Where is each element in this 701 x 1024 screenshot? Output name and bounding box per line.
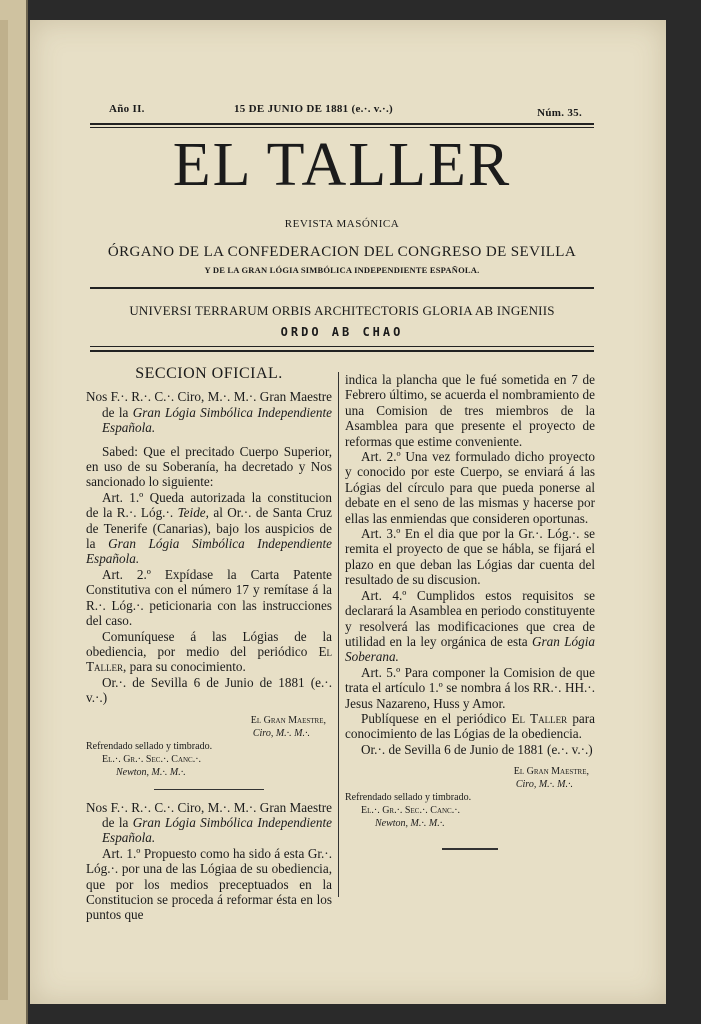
decree1-sig-title: El Gran Maestre,	[250, 714, 326, 726]
end-rule	[442, 848, 498, 850]
decree2-sig-newton	[345, 817, 595, 830]
header-rule	[90, 123, 594, 125]
decree2-publish	[345, 711, 595, 742]
decree1-intro-em: Gran Lógia Simbólica Independiente Española.	[102, 404, 333, 436]
header-rule-thin	[90, 127, 594, 128]
decree2-sig-newton-text: Newton, M.·. M.·.	[375, 818, 445, 830]
decree1-p1: Sabed: Que el precitado Cuerpo Superior, en uso de su Soberanía, ha decretado y Nos sancionado lo siguiente:	[86, 443, 332, 490]
decree-separator	[154, 789, 264, 790]
decree2-art2: Art. 2.º Una vez formulado dicho proyecto y conocido por este Cuerpo, se enviará á las Lógias del círculo para que pueda ponerse al debate en el seno de las mismas y hacerse por ellas las enmiendas que consideren oportunas.	[345, 449, 595, 526]
decree2-sig-ref: Refrendado sellado y timbrado.	[345, 792, 472, 804]
decree2-art4-em: Gran Lógia Soberana.	[345, 633, 595, 665]
decree2-intro	[86, 800, 332, 846]
decree1-sig-newton	[86, 766, 332, 779]
decree2-sig-name	[345, 778, 595, 791]
decree1-p4	[86, 629, 332, 675]
issue-date: 15 DE JUNIO DE 1881 (e.·. v.·.)	[234, 103, 394, 115]
issue-number: Núm. 35.	[537, 107, 582, 119]
decree2-publish-sc: El Taller	[511, 710, 568, 726]
decree1-art1-a: Art. 1.º Queda autorizada la constitucion de la R.·. Lóg.·.	[86, 489, 332, 521]
decree2-art5: Art. 5.º Para componer la Comision de que trata el artículo 1.º se nombra á los RR.·. HH.·. Jesus Nazareno, Huss y Amor.	[345, 664, 595, 711]
decree1-art1-em: Teide,	[177, 505, 209, 521]
decree2-art3: Art. 3.º En el dia que por la Gr.·. Lóg.·. se remita el proyecto de que se hábla, se fijará el plazo en que deban las Lógias dar cuenta del resultado de su discusion.	[345, 526, 595, 588]
decree1-art2: Art. 2.º Expídase la Carta Patente Constitutiva con el número 17 y remítase á la R.·. Lóg.·. peticionaria con las instrucciones del caso.	[86, 566, 332, 629]
issue-year: Año II.	[109, 103, 145, 115]
decree2-intro-text: Nos F.·. R.·. C.·. Ciro, M.·. M.·. Gran Maestre de la	[86, 799, 332, 830]
decree2-sig-title: El Gran Maestre,	[513, 766, 589, 778]
decree2-sig-sec: El.·. Gr.·. Sec.·. Canc.·.	[361, 805, 461, 817]
decree1-sig-name-text: Ciro, M.·. M.·.	[252, 727, 310, 739]
decree1-p4-b: para su conocimiento.	[129, 659, 246, 675]
decree1-sig-newton-text: Newton, M.·. M.·.	[116, 766, 186, 778]
decree1-sig-name	[86, 727, 332, 740]
masthead-organ-line2: Y DE LA GRAN LÓGIA SIMBÓLICA INDEPENDIENTE ESPAÑOLA.	[204, 265, 480, 275]
decree1-sig-ref: Refrendado sellado y timbrado.	[86, 740, 213, 752]
right-column	[345, 372, 595, 850]
decree1-art1-em2: Gran Lógia Simbólica Independiente Española.	[86, 536, 333, 567]
decree2-date: Or.·. de Sevilla 6 de Junio de 1881 (e.·. v.·.)	[361, 741, 593, 757]
masthead-motto: UNIVERSI TERRARUM ORBIS ARCHITECTORIS GLORIA AB INGENIIS	[129, 303, 555, 318]
decree1-intro	[86, 389, 332, 435]
masthead-subtitle: REVISTA MASÓNICA	[284, 218, 400, 230]
decree1-art1-b: al Or.·. de Santa Cruz de Tenerife (Canarias), bajo los auspicios de la	[86, 505, 333, 552]
decree1-p4-a: Comuníquese á las Lógias de la obediencia, por medio del periódico	[86, 628, 332, 659]
decree1-p4-sc: El Taller,	[86, 643, 333, 675]
decree2-cont: indica la plancha que le fué sometida en 7 de Febrero último, se acuerda el nombramiento de una Comision de tres miembros de la Asamblea para que presente el proyecto de reformas que estime conveniente.	[345, 372, 595, 449]
section-title: SECCION OFICIAL.	[135, 365, 283, 382]
masthead-bottom-rule	[90, 346, 594, 347]
decree2-publish-a: Publíquese en el periódico	[361, 710, 507, 726]
decree1-art1	[86, 490, 332, 567]
column-divider	[338, 372, 339, 897]
masthead-rule	[90, 287, 594, 289]
decree2-art4-a: Art. 4.º Cumplidos estos requisitos se declarará la Asamblea en periodo constituyente y resolverá las modificaciones que crea de utilidad en la ley orgánica de esta	[345, 587, 595, 649]
left-column	[86, 366, 332, 923]
decree2-art4	[345, 588, 595, 665]
masthead-ordo: ORDO AB CHAO	[280, 325, 404, 339]
decree1-intro-text: Nos F.·. R.·. C.·. Ciro, M.·. M.·. Gran Maestre de la	[86, 389, 332, 420]
book-left-page	[0, 0, 28, 1024]
decree2-publish-b: para conocimiento de las Lógias de la obediencia.	[345, 710, 596, 742]
decree2-art1: Art. 1.º Propuesto como ha sido á esta Gr.·. Lóg.·. por una de las Lógiaa de su obediencia, que por los medios preceptuados en la Constitucion se proceda á reformar ésta en los puntos que	[86, 845, 332, 923]
decree2-sig-name-text: Ciro, M.·. M.·.	[515, 779, 573, 791]
decree1-sig-sec: El.·. Gr.·. Sec.·. Canc.·.	[102, 753, 202, 765]
book-left-edge	[0, 20, 8, 1000]
masthead-organ: ÓRGANO DE LA CONFEDERACION DEL CONGRESO DE SEVILLA	[107, 244, 577, 260]
masthead-bottom-rule-thick	[90, 350, 594, 352]
masthead-title: EL TALLER	[172, 131, 512, 199]
decree1-date: Or.·. de Sevilla 6 de Junio de 1881 (e.·. v.·.)	[86, 674, 332, 706]
decree2-intro-em: Gran Lógia Simbólica Independiente Española.	[102, 814, 333, 846]
